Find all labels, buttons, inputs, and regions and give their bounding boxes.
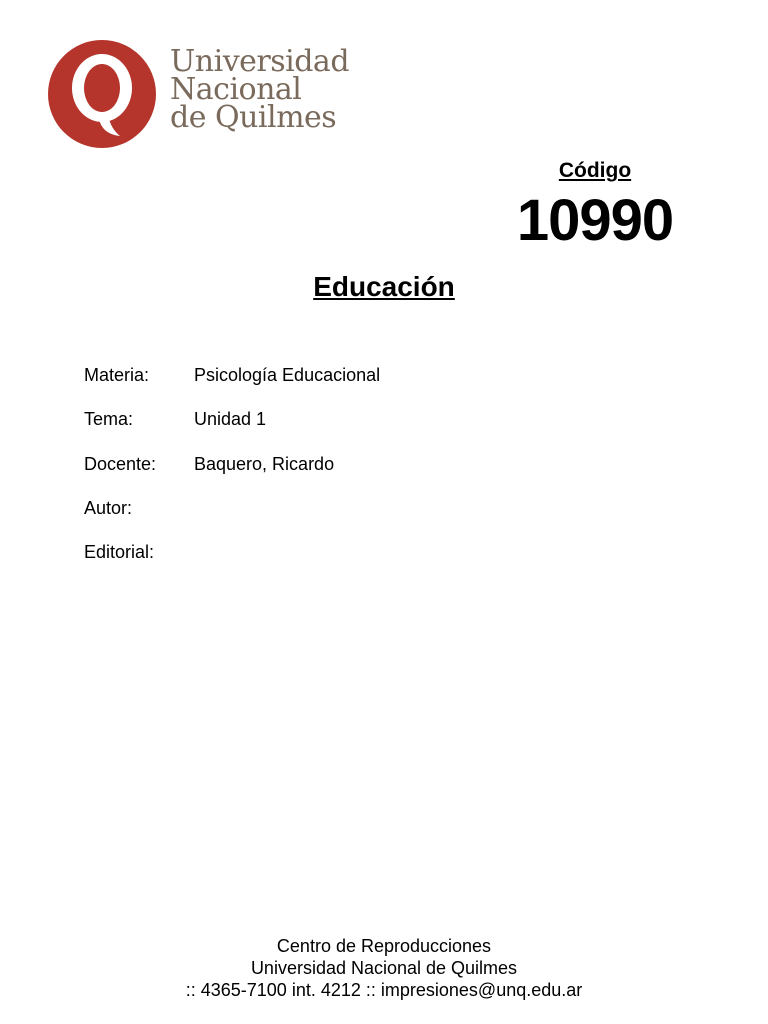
codigo-number: 10990 [516, 188, 674, 253]
materia-label: Materia: [84, 365, 150, 385]
logo-line-nacional: Nacional [170, 72, 302, 107]
document-title: Educación [313, 271, 455, 302]
footer-universidad: Universidad Nacional de Quilmes [250, 958, 518, 978]
docente-value: Baquero, Ricardo [194, 454, 335, 474]
autor-label: Autor: [84, 498, 133, 518]
codigo-label: Código [558, 159, 632, 182]
editorial-label: Editorial: [84, 542, 155, 562]
docente-label: Docente: [84, 454, 157, 474]
tema-label: Tema: [84, 409, 134, 429]
tema-value: Unidad 1 [194, 409, 267, 429]
logo-line-universidad: Universidad [170, 44, 350, 79]
footer-contact-line: :: 4365-7100 int. 4212 :: impresiones@unq.edu.ar [185, 980, 583, 1000]
university-logo [46, 38, 366, 150]
logo-line-de-quilmes: de Quilmes [170, 100, 337, 135]
footer-contact [84, 935, 684, 1001]
quilmes-q-emblem-icon [46, 38, 158, 150]
materia-value: Psicología Educacional [194, 365, 381, 385]
footer-centro: Centro de Reproducciones [276, 936, 492, 956]
university-logo-wordmark [170, 44, 350, 135]
